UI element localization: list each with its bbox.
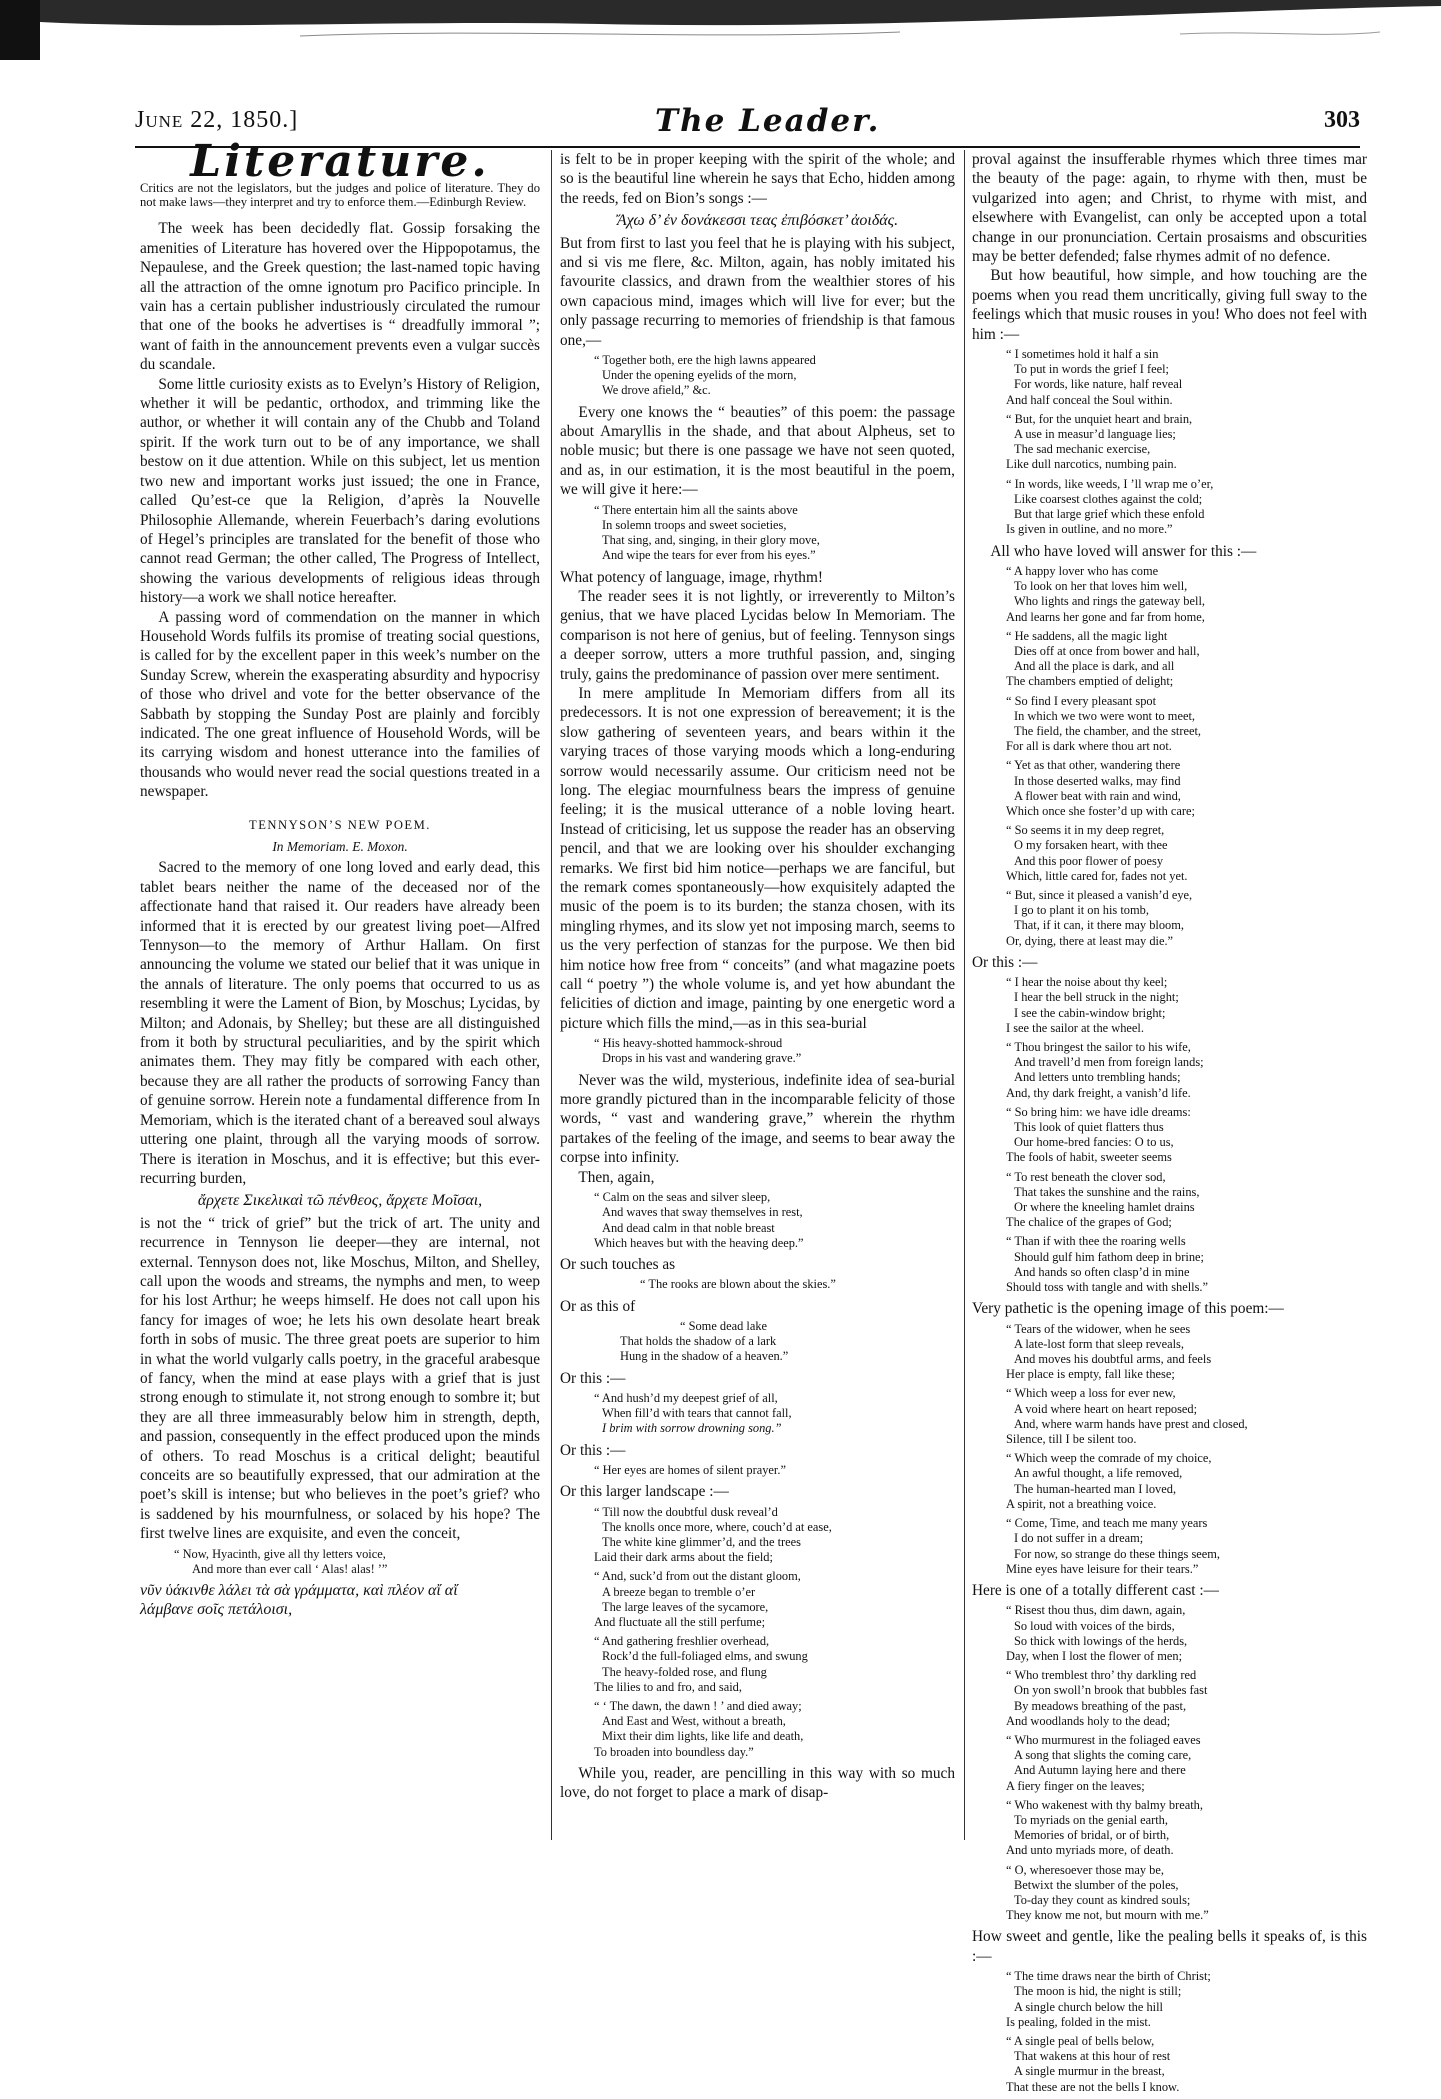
verse-quote <box>1006 1668 1367 1729</box>
verse-quote <box>1006 1386 1367 1447</box>
verse-line: The white kine glimmer’d, and the trees <box>602 1534 801 1549</box>
verse-line: In those deserted walks, may find <box>1014 773 1181 788</box>
verse-line: And travell’d men from foreign lands; <box>1014 1055 1204 1070</box>
paragraph: How sweet and gentle, like the pealing bells it speaks of, is this :— <box>972 1928 1367 1965</box>
issue-date: June 22, 1850.] <box>135 107 299 133</box>
verse-line: “ He saddens, all the magic light <box>1006 628 1168 643</box>
verse-line: “ Than if with thee the roaring wells <box>1006 1234 1186 1249</box>
verse-quote <box>594 1505 955 1566</box>
verse-line: A flower beat with rain and wind, <box>1014 788 1181 803</box>
verse-line: Or where the kneeling hamlet drains <box>1014 1200 1195 1215</box>
verse-line: And all the place is dark, and all <box>1014 659 1175 674</box>
greek-quote <box>140 1581 540 1620</box>
verse-line: “ ‘ The dawn, the dawn ! ’ and died away; <box>594 1699 802 1714</box>
verse-line: “ In words, like weeds, I ’ll wrap me o’er, <box>1006 476 1214 491</box>
verse-line: I hear the bell struck in the night; <box>1014 990 1179 1005</box>
verse-line: “ Who murmurest in the foliaged eaves <box>1006 1732 1201 1747</box>
verse-line: For all is dark where thou art not. <box>1006 739 1172 754</box>
verse-line: Rock’d the full-foliaged elms, and swung <box>602 1649 808 1664</box>
paragraph: But from first to last you feel that he is playing with his subject, and si vis me flere, &c. Milton, again, has nobly imitated his favourite classics, and drawn from the wealthier stores of his own capacious mind, images which will live for ever; but the only passage recurring to memories of friendship is that famous one,— <box>560 234 955 349</box>
verse-line: “ Calm on the seas and silver sleep, <box>594 1190 771 1205</box>
verse-line: So thick with lowings of the herds, <box>1014 1633 1188 1648</box>
verse-line: “ There entertain him all the saints above <box>594 502 798 517</box>
paragraph: Every one knows the “ beauties” of this poem: the passage about Amaryllis in the shade, and that about Alpheus, set to noble music; but there is one passage we have not seen quoted, and as, in our estimation, it is the most beautiful in the poem, we will give it here:— <box>560 403 955 499</box>
verse-quote <box>174 1547 540 1577</box>
verse-quote <box>640 1277 955 1292</box>
greek-quote: Ἄχω δ’ ἐν δονάκεσσι τεας ἐπιβόσκετ’ ἀοιδάς. <box>616 212 899 230</box>
paragraph: But how beautiful, how simple, and how touching are the poems when you read them uncritically, giving full sway to the feelings which that music rouses in you! Who does not feel with him :— <box>972 267 1367 343</box>
verse-line: “ His heavy-shotted hammock-shroud <box>594 1036 783 1051</box>
verse-line: Betwixt the slumber of the poles, <box>1014 1877 1179 1892</box>
verse-line: And wipe the tears for ever from his eyes.” <box>602 548 816 563</box>
verse-line: And letters unto trembling hands; <box>1014 1070 1181 1085</box>
paragraph: is not the “ trick of grief” but the trick of art. The unity and recurrence in Tennyson lie deeper—they are internal, not external. Tennyson does not, like Moschus, Milton, and Shelley, call upon the woods and streams, the nymphs and men, to weep for his lost Arthur; he weeps himself. He does not call upon his fancy for images of woe; he lets his own desolate heart break forth in sobs of music. The three great poets are superior to him in what the world vulgarly calls poetry, in the graceful arabesque of fancy, when the mind at ease plays with a grief that is just strong enough to stimulate it, not strong enough to sombre it; but they are all three immeasurably below him in strength, depth, and passion, consequently in the effect produced upon the minds of others. To read Moschus is a critical delight; beautiful conceits are so beautifully expressed, that our admiration at the poet’s skill is intense; but who believes in the poet’s grief? who is saddened by his mournfulness, or solaced by his hope? The first twelve lines are exquisite, and even the conceit, <box>140 1214 540 1543</box>
verse-line: And moves his doubtful arms, and feels <box>1014 1352 1212 1367</box>
paragraph: The week has been decidedly flat. Gossip forsaking the amenities of Literature has hovered over the Hippopotamus, the Nepaulese, and the Greek question; the last-named topic having all the attraction of the omne ignotum pro Pacifico principle. In vain has a certain publisher industriously circulated the rumour that one of the books he advertises is “ dreadfully immoral ”; want of faith in the announcement prevents even a vulgar succès du scandale. <box>140 220 540 374</box>
verse-line: “ The time draws near the birth of Christ; <box>1006 1969 1211 1984</box>
verse-line: I go to plant it on his tomb, <box>1014 903 1149 918</box>
verse-line: By meadows breathing of the past, <box>1014 1698 1187 1713</box>
verse-quote <box>594 1391 955 1437</box>
verse-line: Hung in the shadow of a heaven.” <box>620 1349 789 1364</box>
paragraph: Then, again, <box>578 1168 655 1186</box>
verse-line: To-day they count as kindred souls; <box>1014 1892 1191 1907</box>
verse-line: And hands so often clasp’d in mine <box>1014 1264 1190 1279</box>
verse-quote <box>594 1569 955 1630</box>
column-divider <box>964 150 965 1840</box>
verse-line: When fill’d with tears that cannot fall, <box>602 1406 792 1421</box>
column-3 <box>972 150 1367 2099</box>
verse-line: And unto myriads more, of death. <box>1006 1843 1174 1858</box>
verse-line: “ Who tremblest thro’ thy darkling red <box>1006 1668 1197 1683</box>
verse-line: “ Till now the doubtful dusk reveal’d <box>594 1504 778 1519</box>
verse-quote <box>1006 1733 1367 1794</box>
verse-line: Or, dying, there at least may die.” <box>1006 933 1174 948</box>
verse-line: And, where warm hands have prest and closed, <box>1014 1416 1248 1431</box>
verse-line: The chalice of the grapes of God; <box>1006 1215 1172 1230</box>
verse-line: The knolls once more, where, couch’d at ease, <box>602 1519 832 1534</box>
verse-line: And Autumn laying here and there <box>1014 1763 1186 1778</box>
verse-line: A late-lost form that sleep reveals, <box>1014 1336 1184 1351</box>
verse-quote <box>1006 1105 1367 1166</box>
verse-quote <box>1006 758 1367 819</box>
verse-line: And half conceal the Soul within. <box>1006 392 1173 407</box>
verse-line: “ A single peal of bells below, <box>1006 2034 1155 2048</box>
verse-quote <box>1006 477 1367 538</box>
verse-line: This look of quiet flatters thus <box>1014 1120 1164 1135</box>
verse-line: That holds the shadow of a lark <box>620 1334 777 1349</box>
verse-line: A single church below the hill <box>1014 1999 1164 2014</box>
verse-line: Dies off at once from bower and hall, <box>1014 643 1200 658</box>
verse-quote <box>1006 888 1367 949</box>
verse-line: A fiery finger on the leaves; <box>1006 1778 1145 1793</box>
verse-line: They know me not, but mourn with me.” <box>1006 1908 1209 1923</box>
verse-line: Like dull narcotics, numbing pain. <box>1006 457 1177 472</box>
verse-line: A single murmur in the breast, <box>1014 2064 1165 2079</box>
verse-quote <box>620 1319 955 1365</box>
page-top-edge <box>0 0 1441 60</box>
verse-line: Memories of bridal, or of birth, <box>1014 1828 1170 1843</box>
verse-quote <box>1006 412 1367 473</box>
verse-line: The human-hearted man I loved, <box>1014 1481 1177 1496</box>
verse-line: That sing, and, singing, in their glory move, <box>602 533 820 548</box>
verse-line: Under the opening eyelids of the morn, <box>602 368 797 383</box>
verse-quote <box>1006 694 1367 755</box>
verse-line: “ O, wheresoever those may be, <box>1006 1862 1164 1877</box>
verse-quote <box>1006 1516 1367 1577</box>
verse-line: Who lights and rings the gateway bell, <box>1014 594 1205 609</box>
greek-quote: ἄρχετε Σικελικαὶ τῶ πένθεος, ἄρχετε Μοῖσαι, <box>197 1192 483 1210</box>
verse-line: “ So seems it in my deep regret, <box>1006 823 1165 838</box>
verse-line: “ And gathering freshlier overhead, <box>594 1634 770 1649</box>
verse-line: A song that slights the coming care, <box>1014 1748 1192 1763</box>
verse-line: And dead calm in that noble breast <box>602 1220 775 1235</box>
column-2 <box>560 150 955 1803</box>
greek-line: νῦν ὑάκινθε λάλει τὰ σὰ γράμματα, καὶ πλέον αἴ αἴ <box>140 1582 458 1600</box>
masthead-title: The Leader. <box>655 103 881 139</box>
verse-line: And waves that sway themselves in rest, <box>602 1205 803 1220</box>
verse-line: “ Who wakenest with thy balmy breath, <box>1006 1797 1203 1812</box>
verse-quote <box>594 1036 955 1066</box>
verse-line: I brim with sorrow drowning song.” <box>602 1421 782 1436</box>
verse-line: “ Her eyes are homes of silent prayer.” <box>594 1462 786 1477</box>
verse-line: “ So bring him: we have idle dreams: <box>1006 1104 1191 1119</box>
verse-line: So loud with voices of the birds, <box>1014 1618 1175 1633</box>
verse-quote <box>1006 1863 1367 1924</box>
verse-line: That these are not the bells I know. <box>1006 2079 1180 2094</box>
paragraph: In mere amplitude In Memoriam differs from all its predecessors. It is not one expression of bereavement; it is the slow gathering of seventeen years, and bears within it the varying traces of those varying moods which a long-enduring sorrow would necessarily assume. Our criticism need not be long. The elegiac mournfulness bears the impress of genuine feeling; it is the musical utterance of a noble loving heart. Instead of criticising, let us suppose the reader has an observing pencil, and that we are looking over his shoulder exchanging remarks. We first bid him notice—perhaps we are fanciful, but the remark comes spontaneously—how exquisitely adapted the music of the poem is to its burden; the stanza chosen, with its mingling rhymes, and its slow yet not imposing march, seems to us the very perfection of stanzas for the purpose. We then bid him notice how free from “ conceits” (and what magazine poets call “ poetry ”) the whole volume is, and yet how abundant the felicities of diction and image, painting by one energetic word a picture which fills the mind,—as in this sea-burial <box>560 684 955 1032</box>
verse-line: “ To rest beneath the clover sod, <box>1006 1169 1166 1184</box>
verse-line: A use in measur’d language lies; <box>1014 427 1176 442</box>
paragraph: Sacred to the memory of one long loved and early dead, this tablet bears neither the name of the deceased nor of the affectionate hand that raised it. Our readers have already been informed that it is erected by our greatest living poet—Alfred Tennyson—to the memory of Arthur Hallam. On first announcing the volume we stated our belief that it was unique in the annals of literature. The only poems that occurred to us as resembling it were the Lament of Bion, by Moschus; Lycidas, by Milton; and Adonais, by Shelley; but these are all distinguished from it both by structural peculiarities, and by the spirit which animates them. They may fitly be compared with each other, because they are all rather the products of sorrowing Fancy than of genuine sorrow. Herein note a fundamental difference from In Memoriam, which is the iterated chant of a bereaved soul always uttering one plaint, through all the varying moods of sorrow. There is iteration in Moschus, and it is effective; but this ever-recurring burden, <box>140 859 540 1187</box>
verse-line: The large leaves of the sycamore, <box>602 1599 769 1614</box>
paragraph: Or as this of <box>560 1297 636 1315</box>
verse-line: The sad mechanic exercise, <box>1014 442 1151 457</box>
verse-quote <box>1006 975 1367 1036</box>
verse-line: Should toss with tangle and with shells.” <box>1006 1280 1209 1295</box>
column-divider <box>551 150 552 1840</box>
paragraph: Some little curiosity exists as to Evelyn’s History of Religion, whether it will be pedantic, orthodox, and trimming like the author, or whether it will contain any of the Chubb and Toland spirit. If the work turn out to be of any importance, we shall bestow on it due attention. While on this subject, let us mention two new and important works just issued; the one in France, called Qu’est-ce que la Religion, d’après la Nouvelle Philosophie Allemande, wherein Feuerbach’s daring evolutions of Hegel’s principles are translated for the benefit of those who cannot read German; the other called, The Progress of Intellect, showing the various developments of religious ideas through history—a work we shall notice hereafter. <box>140 375 540 607</box>
verse-line: And fluctuate all the still perfume; <box>594 1615 766 1629</box>
verse-quote <box>594 1634 955 1695</box>
verse-line: We drove afield,” &c. <box>602 383 711 398</box>
verse-line: That takes the sunshine and the rains, <box>1014 1184 1200 1199</box>
verse-line: The fools of habit, sweeter seems <box>1006 1150 1172 1165</box>
paragraph: What potency of language, image, rhythm! <box>560 568 823 586</box>
verse-line: I do not suffer in a dream; <box>1014 1531 1144 1546</box>
verse-line: “ So find I every pleasant spot <box>1006 693 1157 708</box>
verse-line: And learns her gone and far from home, <box>1006 609 1205 624</box>
verse-line: “ And, suck’d from out the distant gloom, <box>594 1569 801 1584</box>
verse-quote <box>594 1699 955 1760</box>
review-heading: TENNYSON’S NEW POEM. <box>249 817 431 832</box>
verse-quote <box>1006 1234 1367 1295</box>
verse-line: Is given in outline, and no more.” <box>1006 522 1173 537</box>
verse-line: Laid their dark arms about the field; <box>594 1550 773 1565</box>
verse-line: And East and West, without a breath, <box>602 1714 786 1729</box>
verse-line: To look on her that loves him well, <box>1014 579 1188 594</box>
verse-quote <box>1006 823 1367 884</box>
verse-line: “ But, since it pleased a vanish’d eye, <box>1006 887 1193 902</box>
verse-line: Which, little cared for, fades not yet. <box>1006 868 1188 883</box>
verse-line: That wakens at this hour of rest <box>1014 2049 1171 2064</box>
verse-quote <box>1006 1451 1367 1512</box>
verse-line: Which once she foster’d up with care; <box>1006 803 1195 818</box>
verse-quote <box>1006 564 1367 625</box>
verse-line: Which heaves but with the heaving deep.” <box>594 1235 804 1250</box>
verse-line: “ Tears of the widower, when he sees <box>1006 1321 1191 1336</box>
verse-line: Her place is empty, fall like these; <box>1006 1367 1175 1382</box>
paragraph: The reader sees it is not lightly, or irreverently to Milton’s genius, that we have placed Lycidas below In Memoriam. The comparison is not here of genius, but of feeling. Tennyson sings a deeper sorrow, utters a more truthful passion, and, singing truly, gains the predominance of passion over mere sentiment. <box>560 587 955 683</box>
verse-line: The heavy-folded rose, and flung <box>602 1664 767 1679</box>
section-title: Literature. <box>190 136 490 187</box>
verse-line: But that large grief which these enfold <box>1014 507 1205 522</box>
verse-line: “ Come, Time, and teach me many years <box>1006 1516 1208 1531</box>
paragraph: Or this larger landscape :— <box>560 1483 729 1501</box>
verse-line: That, if it can, it there may bloom, <box>1014 918 1184 933</box>
verse-line: Mixt their dim lights, like life and death, <box>602 1729 804 1744</box>
verse-line: Silence, till I be silent too. <box>1006 1432 1137 1447</box>
verse-quote <box>1006 1603 1367 1664</box>
verse-line: For words, like nature, half reveal <box>1014 377 1183 392</box>
verse-line: “ I hear the noise about thy keel; <box>1006 975 1168 990</box>
review-subheading: In Memoriam. E. Moxon. <box>272 839 408 854</box>
greek-line: λάμβανε σοῖς πετάλοισι, <box>140 1601 293 1619</box>
verse-line: And more than ever call ‘ Alas! alas! ’” <box>192 1561 388 1576</box>
paragraph: Or this :— <box>972 953 1038 971</box>
verse-quote <box>1006 1170 1367 1231</box>
paragraph: A passing word of commendation on the manner in which Household Words fulfils its promise of treating social questions, is called for by the excellent paper in this week’s number on the Sunday Screw, wherein the exasperating absurdity and hypocrisy of those who drivel and vote for the better observance of the Sabbath by stopping the Sunday Post are plainly and forcibly indicated. The one great influence of Household Words, will be its carrying wisdom and honest utterance into the families of thousands who would never read the social questions treated in a newspaper. <box>140 608 540 801</box>
verse-line: An awful thought, a life removed, <box>1014 1466 1183 1481</box>
column-1 <box>140 136 540 1623</box>
verse-line: “ Risest thou thus, dim dawn, again, <box>1006 1603 1186 1618</box>
verse-line: Mine eyes have leisure for their tears.” <box>1006 1561 1199 1576</box>
verse-line: “ A happy lover who has come <box>1006 563 1159 578</box>
verse-line: Like coarsest clothes against the cold; <box>1014 491 1203 506</box>
verse-line: The moon is hid, the night is still; <box>1014 1984 1182 1999</box>
verse-line: “ Yet as that other, wandering there <box>1006 758 1181 773</box>
verse-line: O my forsaken heart, with thee <box>1014 838 1168 853</box>
section-motto: Critics are not the legislators, but the judges and police of literature. They do not make laws—they interpret and try to enforce them.—Edinburgh Review. <box>140 181 540 210</box>
paragraph: While you, reader, are pencilling in this way with so much love, do not forget to place a mark of disap- <box>560 1764 955 1802</box>
verse-line: I see the sailor at the wheel. <box>1006 1020 1144 1035</box>
verse-quote <box>594 1190 955 1251</box>
verse-line: Day, when I lost the flower of men; <box>1006 1648 1183 1663</box>
verse-line: “ Thou bringest the sailor to his wife, <box>1006 1040 1191 1054</box>
verse-quote <box>1006 1322 1367 1383</box>
verse-line: On yon swoll’n brook that bubbles fast <box>1014 1683 1208 1698</box>
verse-line: “ Now, Hyacinth, give all thy letters voice, <box>174 1546 386 1561</box>
verse-line: The lilies to and fro, and said, <box>594 1679 742 1694</box>
verse-line: A void where heart on heart reposed; <box>1014 1401 1198 1416</box>
paragraph: Or this :— <box>560 1369 626 1387</box>
verse-line: I see the cabin-window bright; <box>1014 1005 1166 1020</box>
verse-line: And woodlands holy to the dead; <box>1006 1713 1171 1728</box>
verse-quote <box>594 353 955 399</box>
verse-line: To broaden into boundless day.” <box>594 1744 754 1759</box>
verse-line: The field, the chamber, and the street, <box>1014 723 1202 738</box>
paragraph: Here is one of a totally different cast :— <box>972 1581 1219 1599</box>
verse-quote <box>594 1463 955 1478</box>
verse-line: In which we two were wont to meet, <box>1014 708 1195 723</box>
verse-line: “ The rooks are blown about the skies.” <box>640 1277 836 1292</box>
verse-quote <box>1006 1798 1367 1859</box>
verse-line: And this poor flower of poesy <box>1014 853 1164 868</box>
verse-line: A spirit, not a breathing voice. <box>1006 1496 1157 1511</box>
paragraph: proval against the insufferable rhymes which three times mar the beauty of the page: again, to rhyme with then, must be vulgarized into agen; and Christ, to rhyme with mist, and elsewhere with Evangelist, can only be accepted upon a total change in our pronunciation. Certain prosaisms and obscurities may be better defended; false rhymes admit of no defence. <box>972 151 1367 266</box>
verse-line: “ I sometimes hold it half a sin <box>1006 347 1159 362</box>
verse-line: Drops in his vast and wandering grave.” <box>602 1051 802 1066</box>
verse-line: In solemn troops and sweet societies, <box>602 517 787 532</box>
paragraph: Very pathetic is the opening image of this poem:— <box>972 1300 1284 1318</box>
verse-line: Is pealing, folded in the mist. <box>1006 2014 1151 2029</box>
verse-line: “ Which weep the comrade of my choice, <box>1006 1451 1212 1466</box>
verse-line: “ Together both, ere the high lawns appeared <box>594 353 816 368</box>
verse-line: A breeze began to tremble o’er <box>602 1584 756 1599</box>
paragraph: All who have loved will answer for this :— <box>990 542 1257 560</box>
verse-quote <box>1006 1040 1367 1101</box>
verse-line: And, thy dark freight, a vanish’d life. <box>1006 1085 1191 1100</box>
verse-line: “ And hush’d my deepest grief of all, <box>594 1390 778 1405</box>
verse-line: Our home-bred fancies: O to us, <box>1014 1135 1174 1150</box>
paragraph: Or such touches as <box>560 1255 676 1273</box>
verse-line: “ Some dead lake <box>680 1318 768 1333</box>
verse-quote <box>1006 2034 1367 2095</box>
verse-line: The chambers emptied of delight; <box>1006 674 1174 689</box>
verse-line: “ Which weep a loss for ever new, <box>1006 1386 1176 1401</box>
paragraph: Or this :— <box>560 1441 626 1459</box>
verse-line: To put in words the grief I feel; <box>1014 362 1170 377</box>
verse-quote <box>1006 629 1367 690</box>
page-number: 303 <box>1324 107 1360 133</box>
verse-line: Should gulf him fathom deep in brine; <box>1014 1249 1204 1264</box>
verse-quote <box>594 503 955 564</box>
verse-line: To myriads on the genial earth, <box>1014 1812 1168 1827</box>
verse-line: For now, so strange do these things seem, <box>1014 1546 1221 1561</box>
verse-line: “ But, for the unquiet heart and brain, <box>1006 411 1193 426</box>
paragraph: is felt to be in proper keeping with the spirit of the whole; and so is the beautiful line wherein he says that Echo, hidden among the reeds, fed on Bion’s songs :— <box>560 151 955 207</box>
verse-quote <box>1006 1969 1367 2030</box>
paragraph: Never was the wild, mysterious, indefinite idea of sea-burial more grandly pictured than in the incomparable felicity of those words, “ vast and wandering grave,” wherein the rhythm partakes of the feeling of the image, and seems to bear away the corpse into infinity. <box>560 1071 955 1167</box>
verse-quote <box>1006 347 1367 408</box>
